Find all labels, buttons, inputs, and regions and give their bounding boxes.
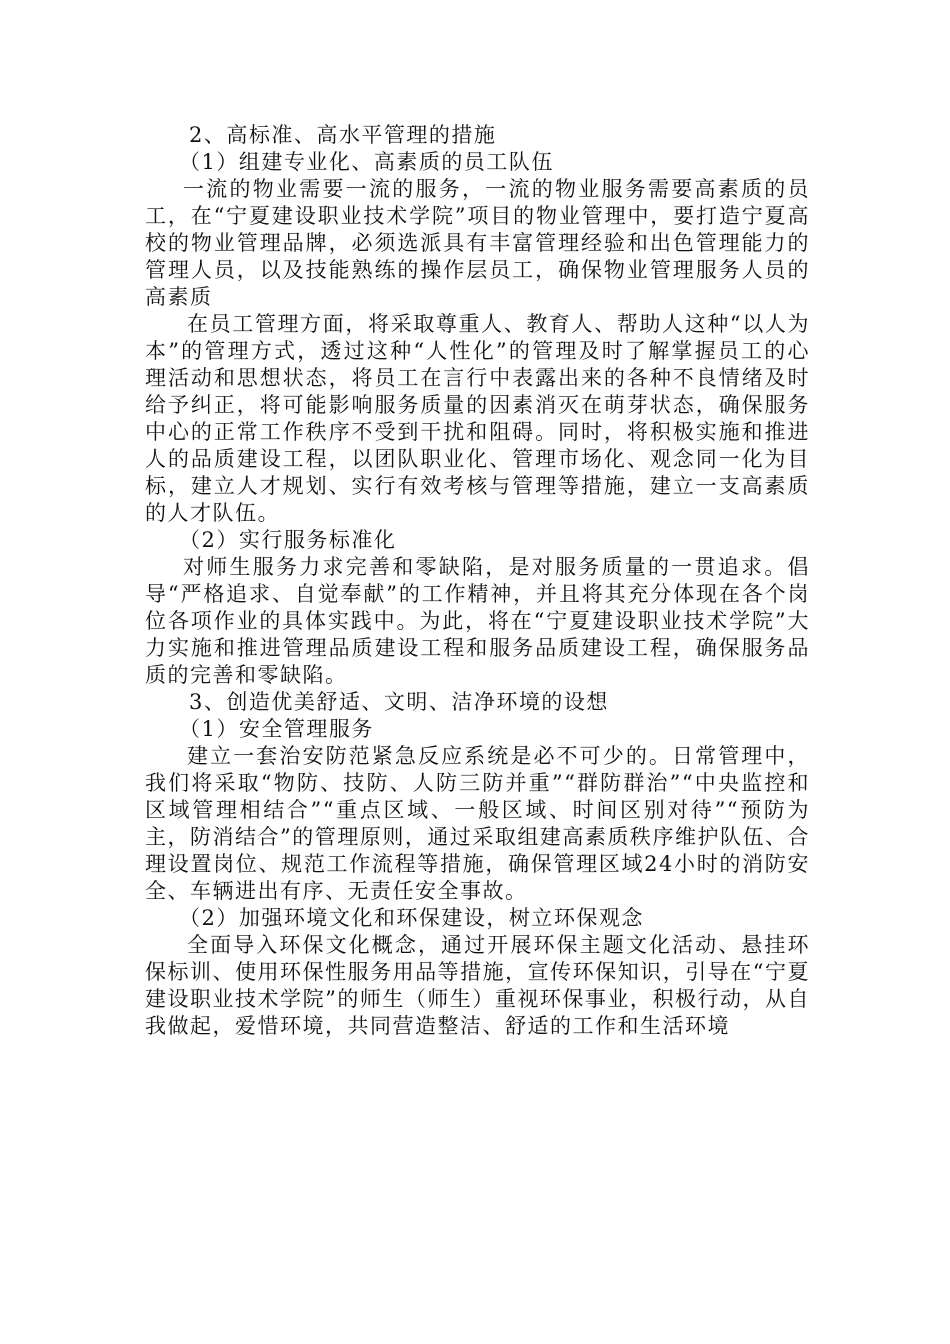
section-heading-2: 2、高标准、高水平管理的措施 [189, 123, 497, 147]
paragraph-2-2: 对师生服务力求完善和零缺陷，是对服务质量的一贯追求。倡导“严格追求、自觉奉献”的工作精神，并且将其充分体现在各个岗位各项作业的具体实践中。为此，将在“宁夏建设职业技术学院”大力实施和推进管理品质建设工程和服务品质建设工程，确保服务品质的完善和零缺陷。 [145, 555, 810, 687]
paragraph-3-1: 建立一套治安防范紧急反应系统是必不可少的。日常管理中，我们将采取“物防、技防、人防三防并重”“群防群治”“中央监控和区域管理相结合”“重点区域、一般区域、时间区别对待”“预防为主，防消结合”的管理原则，通过采取组建高素质秩序维护队伍、合理设置岗位、规范工作流程等措施，确保管理区域24小时的消防安全、车辆进出有序、无责任安全事故。 [145, 744, 810, 903]
subsection-heading-2-2: （2）实行服务标准化 [179, 528, 397, 552]
subsection-heading-3-1: （1）安全管理服务 [179, 717, 374, 741]
subsection-heading-2-1: （1）组建专业化、高素质的员工队伍 [179, 150, 554, 174]
paragraph-2-1-b: 在员工管理方面，将采取尊重人、教育人、帮助人这种“以人为本”的管理方式，透过这种“人性化”的管理及时了解掌握员工的心理活动和思想状态，将员工在言行中表露出来的各种不良情绪及时给予纠正，将可能影响服务质量的因素消灭在萌芽状态，确保服务中心的正常工作秩序不受到干扰和阻碍。同时，将积极实施和推进人的品质建设工程，以团队职业化、管理市场化、观念同一化为目标，建立人才规划、实行有效考核与管理等措施，建立一支高素质的人才队伍。 [145, 312, 810, 525]
document-body [145, 122, 810, 1040]
paragraph-2-1-a: 一流的物业需要一流的服务，一流的物业服务需要高素质的员工，在“宁夏建设职业技术学院”项目的物业管理中，要打造宁夏高校的物业管理品牌，必须选派具有丰富管理经验和出色管理能力的管理人员，以及技能熟练的操作层员工，确保物业管理服务人员的高素质 [145, 177, 810, 309]
section-heading-3: 3、创造优美舒适、文明、洁净环境的设想 [189, 690, 609, 714]
subsection-heading-3-2: （2）加强环境文化和环保建设，树立环保观念 [179, 906, 644, 930]
paragraph-3-2: 全面导入环保文化概念，通过开展环保主题文化活动、悬挂环保标训、使用环保性服务用品等措施，宣传环保知识，引导在“宁夏建设职业技术学院”的师生（师生）重视环保事业，积极行动，从自我做起，爱惜环境，共同营造整洁、舒适的工作和生活环境 [145, 933, 810, 1038]
